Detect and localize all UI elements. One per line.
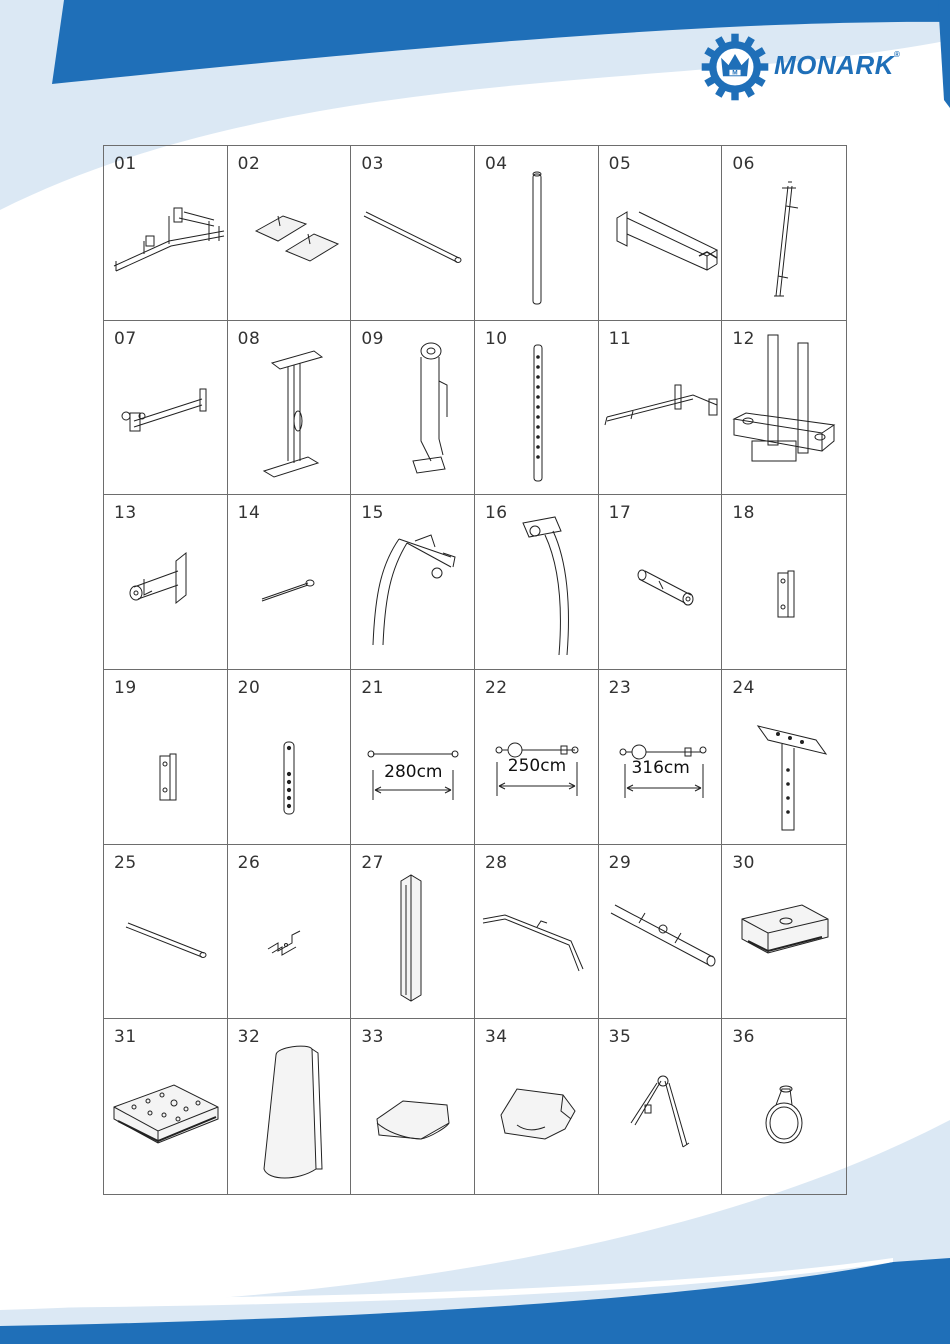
pivot-arm-drawing: [351, 321, 475, 496]
curved-arm-left-drawing: [351, 495, 475, 670]
part-cell: [228, 670, 352, 845]
part-cell: [722, 495, 846, 670]
part-cell: [351, 321, 475, 496]
cable-length-label: 280cm: [384, 762, 443, 782]
part-number: 20: [237, 678, 261, 698]
part-cell: [475, 1019, 599, 1194]
part-cell: [228, 321, 352, 496]
base-frame-drawing: [104, 146, 228, 321]
part-number: 02: [237, 154, 261, 174]
svg-text:M: M: [732, 69, 738, 77]
brand-registered-mark: ®: [894, 50, 901, 59]
short-tube-drawing: [104, 845, 228, 1020]
part-cell: [599, 495, 723, 670]
part-cell: [475, 845, 599, 1020]
arm-bracket-drawing: [104, 321, 228, 496]
hinge-plate-small-drawing: [104, 670, 228, 845]
brand-name: MONARK: [774, 50, 894, 80]
part-number: 15: [361, 503, 384, 524]
part-number: 03: [361, 154, 384, 174]
part-cell: [104, 495, 228, 670]
part-number: 01: [114, 154, 137, 174]
guide-rod-drawing: [722, 146, 846, 321]
part-cell: [599, 1019, 723, 1194]
tube-drawing: [351, 146, 475, 321]
part-cell: [228, 845, 352, 1020]
preacher-pad-drawing: [475, 1019, 599, 1194]
part-number: 05: [608, 154, 632, 174]
part-cell: [722, 670, 846, 845]
part-number: 36: [732, 1027, 755, 1048]
part-cell: [722, 845, 846, 1020]
cover-channel-drawing: [351, 845, 475, 1020]
part-number: 33: [361, 1027, 384, 1048]
part-cell: [599, 321, 723, 496]
adjustment-tube-drawing: [475, 321, 599, 496]
seat-bracket-drawing: [722, 670, 846, 845]
part-cell: [722, 1019, 846, 1194]
part-number: 22: [484, 678, 508, 698]
upright-tube-drawing: [475, 146, 599, 321]
part-number: 23: [608, 678, 632, 698]
part-cell: [722, 146, 846, 321]
hinge-plate-drawing: [722, 495, 846, 670]
part-number: 13: [114, 503, 137, 524]
part-cell: [104, 670, 228, 845]
part-cell: [351, 1019, 475, 1194]
sleeve-drawing: [599, 495, 723, 670]
part-number: 25: [114, 852, 137, 873]
part-number: 32: [237, 1027, 261, 1048]
ankle-strap-ring-drawing: [722, 1019, 846, 1194]
lat-bar-drawing: [475, 845, 599, 1020]
crown-cog-icon: [698, 30, 772, 104]
part-number: 35: [608, 1027, 632, 1048]
part-cell: [228, 146, 352, 321]
part-cell: [599, 670, 723, 845]
right-edge-band: [938, 0, 950, 108]
part-number: 30: [732, 852, 755, 873]
cross-arm-drawing: [599, 321, 723, 496]
part-number: 16: [484, 503, 508, 524]
part-cell: [228, 1019, 352, 1194]
part-number: 27: [361, 852, 384, 873]
part-number: 10: [484, 328, 508, 349]
weight-plate-drawing: [104, 1019, 228, 1194]
cable-length-label: 250cm: [507, 756, 567, 776]
part-number: 26: [237, 852, 261, 873]
part-number: 09: [361, 328, 384, 349]
cable-yoke-drawing: [599, 1019, 723, 1194]
part-number: 28: [484, 852, 508, 873]
part-number: 21: [361, 678, 384, 698]
weight-block-top-drawing: [722, 845, 846, 1020]
part-number: 17: [608, 503, 632, 524]
part-cell: [351, 845, 475, 1020]
part-number: 31: [114, 1027, 137, 1048]
part-number: 29: [608, 852, 632, 873]
part-cell: [475, 321, 599, 496]
part-number: 08: [237, 328, 261, 349]
cable-280cm-drawing: [351, 670, 475, 845]
part-cell: [104, 1019, 228, 1194]
foot-plates-drawing: [228, 146, 352, 321]
part-number: 14: [237, 503, 261, 524]
part-cell: [722, 321, 846, 496]
part-cell: [104, 146, 228, 321]
part-number: 04: [484, 154, 508, 174]
cable-length-label: 316cm: [631, 758, 690, 778]
part-number: 24: [732, 678, 755, 698]
twin-upright-drawing: [722, 321, 846, 496]
seat-pad-drawing: [351, 1019, 475, 1194]
brand-wordmark: [774, 50, 900, 81]
small-bracket-drawing: [228, 845, 352, 1020]
part-cell: [599, 146, 723, 321]
perforated-strap-drawing: [228, 670, 352, 845]
part-number: 19: [114, 678, 137, 698]
part-cell: [599, 845, 723, 1020]
back-pad-drawing: [228, 1019, 352, 1194]
part-number: 06: [732, 154, 755, 174]
part-number: 12: [732, 328, 755, 349]
pin-drawing: [228, 495, 352, 670]
part-number: 18: [732, 503, 755, 524]
part-cell: [104, 845, 228, 1020]
part-cell: [351, 495, 475, 670]
part-cell: [228, 495, 352, 670]
part-cell: [475, 670, 599, 845]
part-cell: [351, 146, 475, 321]
curved-arm-right-drawing: [475, 495, 599, 670]
part-number: 34: [484, 1027, 508, 1048]
center-post-drawing: [228, 321, 352, 496]
part-cell: [104, 321, 228, 496]
part-cell: [475, 146, 599, 321]
part-cell: [351, 670, 475, 845]
parts-grid: [103, 145, 847, 1195]
part-number: 11: [608, 328, 632, 349]
mount-bracket-drawing: [104, 495, 228, 670]
row-bar-drawing: [599, 845, 723, 1020]
part-cell: [475, 495, 599, 670]
part-number: 07: [114, 328, 137, 349]
square-beam-drawing: [599, 146, 723, 321]
